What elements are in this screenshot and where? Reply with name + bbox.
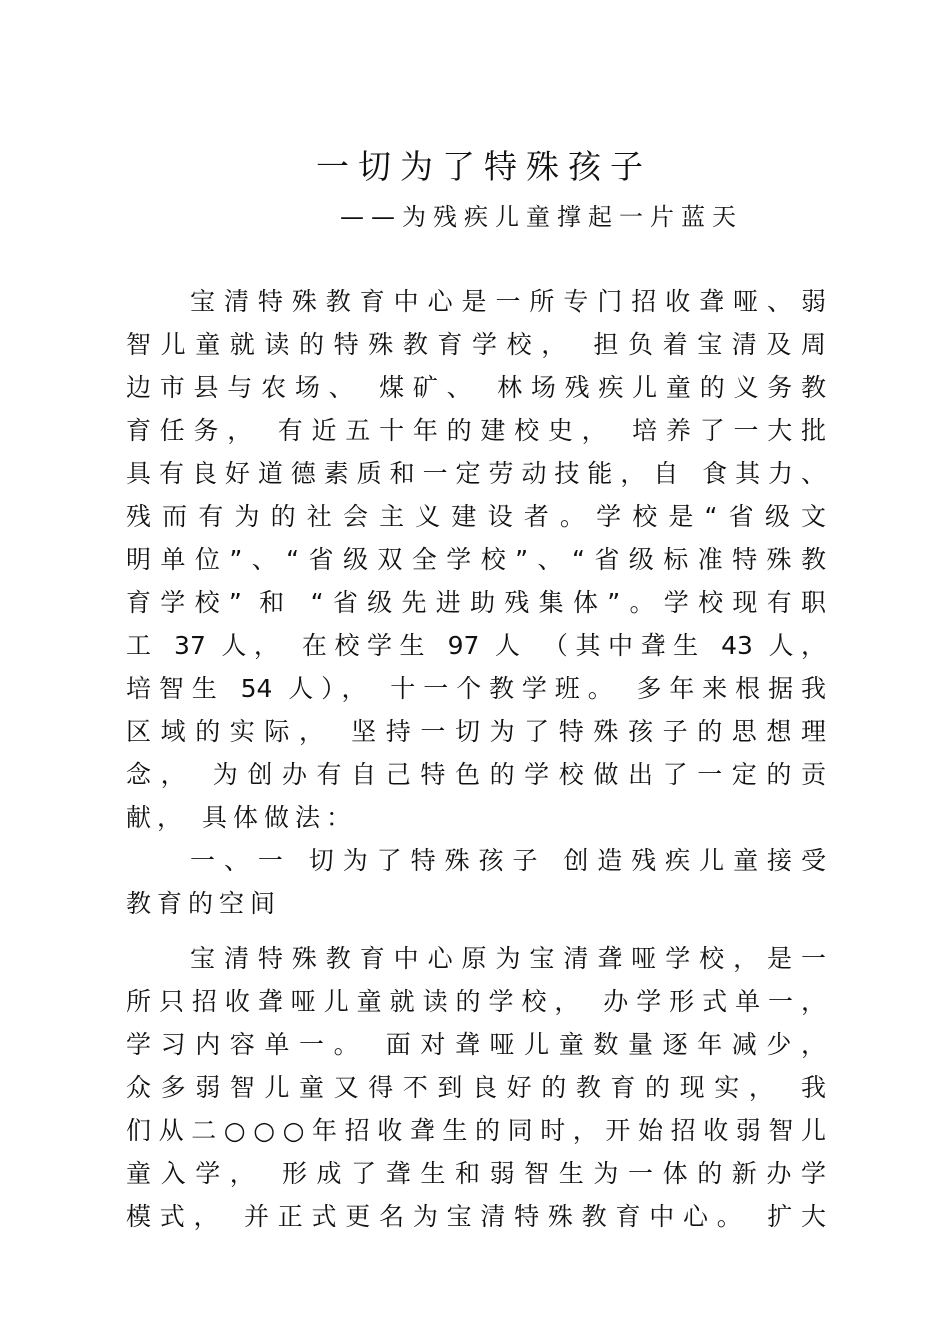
paragraph-line: 培智生 54 人）， 十一个教学班。 多年来根据我 xyxy=(126,674,826,703)
paragraph-line: 宝清特殊教育中心是一所专门招收聋哑、弱 xyxy=(190,287,826,316)
paragraph-line: 所只招收聋哑儿童就读的学校， 办学形式单一， xyxy=(126,987,826,1016)
paragraph-line: 残而有为的社会主义建设者。学校是“省级文 xyxy=(126,502,826,531)
section-heading-line: 教育的空间 xyxy=(126,889,282,918)
paragraph-line: 学习内容单一。 面对聋哑儿童数量逐年减少， xyxy=(126,1030,826,1059)
paragraph-line: 边市县与农场、 煤矿、 林场残疾儿童的义务教 xyxy=(126,373,826,402)
paragraph-line: 众多弱智儿童又得不到良好的教育的现实， 我 xyxy=(126,1073,826,1102)
paragraph-line: 智儿童就读的特殊教育学校， 担负着宝清及周 xyxy=(126,330,826,359)
document-body xyxy=(126,280,826,1238)
paragraph-line: 工 37 人， 在校学生 97 人 （其中聋生 43 人， xyxy=(126,631,826,660)
paragraph-line: 们从二○○○年招收聋生的同时，开始招收弱智儿 xyxy=(126,1116,826,1145)
section-heading-line: 一、一 切为了特殊孩子 创造残疾儿童接受 xyxy=(190,846,826,875)
paragraph-line: 育任务， 有近五十年的建校史， 培养了一大批 xyxy=(126,416,826,445)
paragraph-line: 献， 具体做法： xyxy=(126,803,357,832)
paragraph-line: 童入学， 形成了聋生和弱智生为一体的新办学 xyxy=(126,1159,826,1188)
paragraph-line: 育学校” 和 “省级先进助残集体”。学校现有职 xyxy=(126,588,826,617)
paragraph-line: 具有良好道德素质和一定劳动技能，自 食其力、 xyxy=(126,459,826,488)
paragraph-line: 区域的实际， 坚持一切为了特殊孩子的思想理 xyxy=(126,717,826,746)
document-subtitle: ——为残疾儿童撑起一片蓝天 xyxy=(340,203,743,231)
document-title: 一切为了特殊孩子 xyxy=(316,147,652,186)
paragraph-line: 模式， 并正式更名为宝清特殊教育中心。 扩大 xyxy=(126,1202,826,1231)
paragraph-line: 念， 为创办有自己特色的学校做出了一定的贡 xyxy=(126,760,826,789)
paragraph-line: 明单位”、“省级双全学校”、“省级标准特殊教 xyxy=(126,545,826,574)
paragraph-line: 宝清特殊教育中心原为宝清聋哑学校，是一 xyxy=(190,944,826,973)
